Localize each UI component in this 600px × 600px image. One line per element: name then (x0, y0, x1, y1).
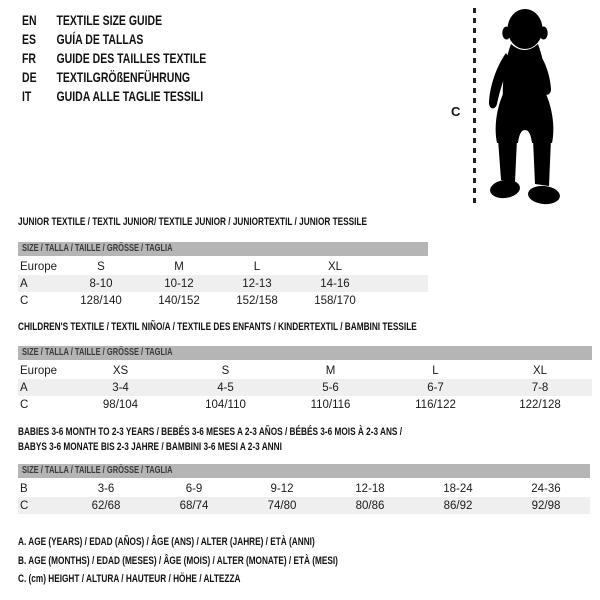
language-code: ES (22, 31, 37, 47)
legend-note-line (18, 533, 445, 552)
row-label: Europe (20, 364, 58, 377)
table-row (18, 396, 592, 413)
row-label: Europe (20, 260, 58, 273)
language-row (22, 30, 206, 49)
table-cell: 6-9 (185, 482, 203, 495)
language-list (22, 11, 268, 106)
language-row (22, 49, 206, 68)
table-cell: 5-6 (322, 381, 339, 394)
table-cell: 3-6 (97, 482, 115, 495)
babies-size-table (18, 480, 590, 514)
babies-size-table-wrap (18, 464, 590, 514)
table-cell: 152/158 (236, 294, 278, 307)
junior-section-title-text: JUNIOR TEXTILE / TEXTIL JUNIOR/ TEXTILE JUNIOR / JUNIORTEXTIL / JUNIOR TESSILE (18, 216, 367, 228)
size-header-bar (18, 242, 428, 256)
table-cell: XL (327, 260, 343, 273)
table-cell: 80/86 (355, 499, 385, 512)
table-cell: M (325, 364, 336, 377)
table-cell: 110/116 (310, 398, 351, 411)
junior-section-title (18, 215, 483, 230)
table-cell: 14-16 (320, 277, 350, 290)
row-label: A (20, 277, 28, 290)
size-header-bar-text: SIZE / TALLA / TAILLE / GRÖSSE / TAGLIA (22, 347, 173, 358)
row-label: C (20, 398, 29, 411)
table-cell: 12-13 (242, 277, 272, 290)
table-cell: S (97, 260, 105, 273)
table-cell: 158/170 (314, 294, 356, 307)
legend-notes (18, 533, 445, 589)
table-cell: 6-7 (427, 381, 444, 394)
table-cell: 98/104 (102, 398, 139, 411)
size-header-bar (18, 464, 590, 478)
table-cell: 140/152 (158, 294, 200, 307)
legend-note-line (18, 570, 445, 589)
legend-note-text: B. AGE (MONTHS) / EDAD (MESES) / ÂGE (MOIS) / ALTER (MONATE) / ETÀ (MESI) (18, 554, 338, 567)
babies-section-title (18, 425, 530, 454)
language-code: IT (22, 88, 32, 104)
junior-size-table-wrap (18, 242, 428, 309)
babies-section-title-line2: BABYS 3-6 MONATE BIS 2-3 JAHRE / BAMBINI 3-6 MESI A 2-3 ANNI (18, 440, 282, 453)
table-cell: 4-5 (217, 381, 234, 394)
table-cell: L (253, 260, 261, 273)
language-label: GUIDA ALLE TAGLIE TESSILI (56, 88, 204, 104)
legend-note-text: C. (cm) HEIGHT / ALTURA / HAUTEUR / HÖHE / ALTEZZA (18, 573, 241, 585)
table-cell: 104/110 (205, 398, 246, 411)
table-cell: 86/92 (443, 499, 473, 512)
table-cell (374, 292, 428, 309)
language-label: GUÍA DE TALLAS (56, 31, 144, 47)
table-row (18, 497, 590, 514)
baby-silhouette-icon (481, 6, 569, 210)
table-cell: M (174, 260, 184, 273)
junior-size-table (18, 258, 428, 309)
children-size-table-wrap (18, 346, 592, 413)
height-measure-label: C (451, 104, 461, 119)
table-row (18, 275, 428, 292)
row-label: C (20, 499, 29, 512)
size-header-bar (18, 346, 592, 360)
table-row (18, 379, 592, 396)
table-cell: 116/122 (415, 398, 456, 411)
table-cell: 122/128 (519, 398, 561, 411)
language-code: FR (22, 50, 37, 66)
legend-note-line (18, 552, 445, 571)
language-label: TEXTILE SIZE GUIDE (56, 12, 163, 28)
table-cell: 62/68 (91, 499, 121, 512)
size-header-bar-text: SIZE / TALLA / TAILLE / GRÖSSE / TAGLIA (22, 465, 173, 476)
children-size-table (18, 362, 592, 413)
table-cell (374, 258, 428, 275)
table-cell: S (221, 364, 230, 377)
babies-section-title-line1: BABIES 3-6 MONTH TO 2-3 YEARS / BEBÉS 3-6 MESES A 2-3 AÑOS / BÉBÉS 3-6 MOIS À 2-3 ANS / (18, 426, 403, 438)
table-cell: 10-12 (164, 277, 194, 290)
language-label: GUIDE DES TAILLES TEXTILE (56, 50, 207, 66)
table-cell: XL (532, 364, 548, 377)
height-dashed-line (473, 8, 476, 206)
children-section-title (18, 320, 550, 335)
row-label: C (20, 294, 29, 307)
language-row (22, 11, 206, 30)
row-label: B (20, 482, 28, 495)
language-label: TEXTILGRÖßENFÜHRUNG (56, 69, 191, 85)
language-code: EN (22, 12, 37, 28)
table-cell: 68/74 (179, 499, 209, 512)
children-section-title-text: CHILDREN'S TEXTILE / TEXTIL NIÑO/A / TEXTILE DES ENFANTS / KINDERTEXTIL / BAMBINI TESSILE (18, 321, 417, 333)
table-cell: 8-10 (89, 277, 113, 290)
table-cell (374, 275, 428, 292)
table-cell: 18-24 (443, 482, 473, 495)
size-header-bar-text: SIZE / TALLA / TAILLE / GRÖSSE / TAGLIA (22, 243, 173, 254)
language-code: DE (22, 69, 37, 85)
legend-note-text: A. AGE (YEARS) / EDAD (AÑOS) / ÂGE (ANS) / ALTER (JAHRE) / ETÀ (ANNI) (18, 536, 315, 548)
table-row (18, 258, 428, 275)
table-cell: 9-12 (270, 482, 294, 495)
table-row (18, 480, 590, 497)
table-cell: 12-18 (355, 482, 385, 495)
table-cell: 3-4 (112, 381, 129, 394)
language-row (22, 68, 206, 87)
table-row (18, 292, 428, 309)
table-row (18, 362, 592, 379)
table-cell: 128/140 (80, 294, 122, 307)
table-cell: 74/80 (267, 499, 297, 512)
row-label: A (20, 381, 28, 394)
table-cell: 24-36 (531, 482, 561, 495)
table-cell: 7-8 (531, 381, 549, 394)
table-cell: 92/98 (531, 499, 561, 512)
table-cell: L (432, 364, 439, 377)
language-row (22, 87, 206, 106)
table-cell: XS (112, 364, 129, 377)
